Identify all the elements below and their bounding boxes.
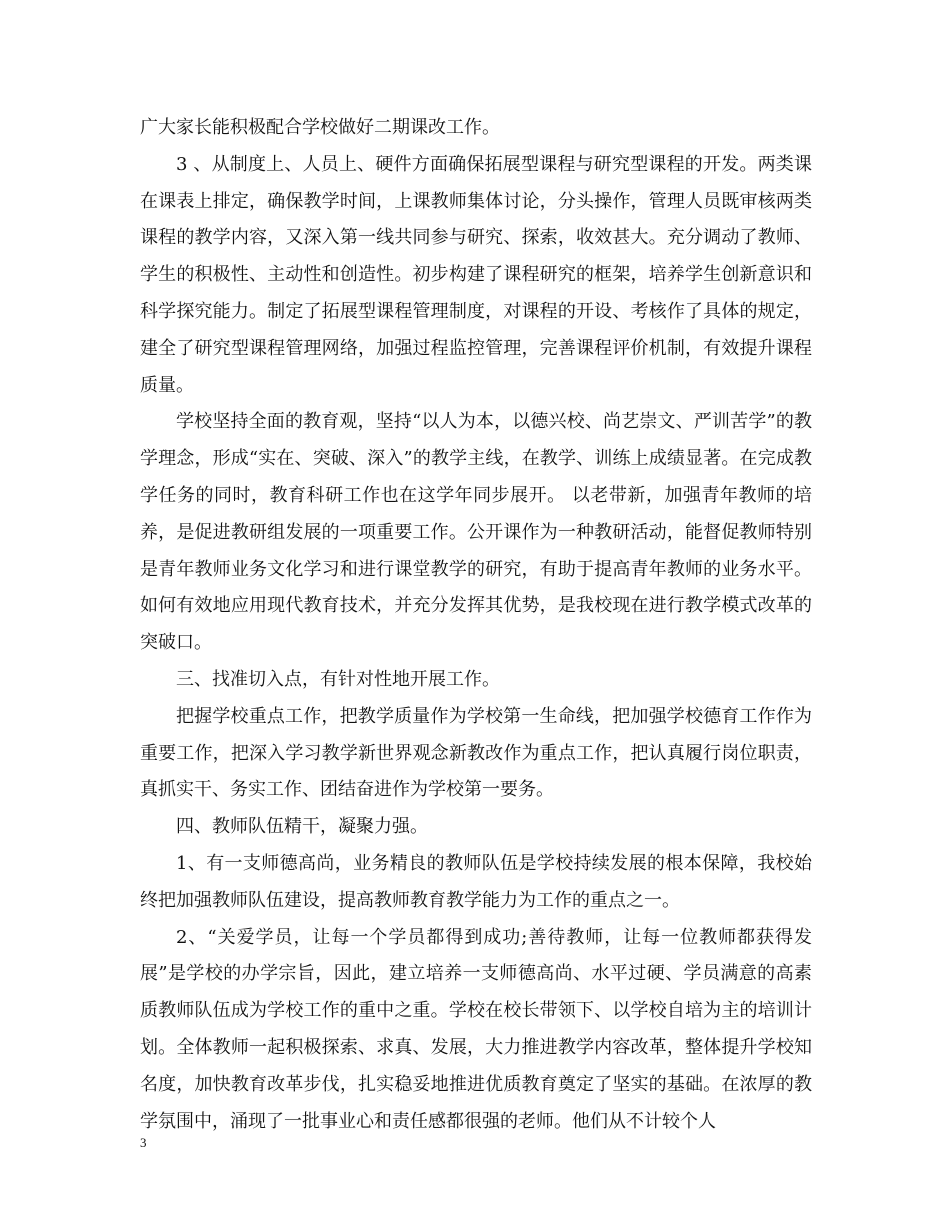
paragraph-item-1: 1、有一支师德高尚，业务精良的教师队伍是学校持续发展的根本保障，我校始终把加强教师队伍建设，提高教师教育教学能力为工作的重点之一。 [140, 852, 812, 911]
paragraph-key-work: 把握学校重点工作，把教学质量作为学校第一生命线，把加强学校德育工作作为重要工作，把深入学习教学新世界观念新教改作为重点工作，把认真履行岗位职责，真抓实干、务实工作、团结奋进作为学校第一要务。 [140, 705, 812, 801]
document-body [140, 110, 812, 1140]
section-heading-four: 四、教师队伍精干，凝聚力强。 [176, 816, 428, 838]
paragraph-item-3: 3 、从制度上、人员上、硬件方面确保拓展型课程与研究型课程的开发。两类课在课表上排定，确保教学时间，上课教师集体讨论，分头操作，管理人员既审核两类课程的教学内容，又深入第一线共同参与研究、探索，收效甚大。充分调动了教师、学生的积极性、主动性和创造性。初步构建了课程研究的框架，培养学生创新意识和科学探究能力。制定了拓展型课程管理制度，对课程的开设、考核作了具体的规定，建全了研究型课程管理网络，加强过程监控管理，完善课程评价机制，有效提升课程质量。 [140, 153, 812, 396]
paragraph-item-2: 2、“关爱学员，让每一个学员都得到成功;善待教师，让每一位教师都获得发展”是学校的办学宗旨，因此，建立培养一支师德高尚、水平过硬、学员满意的高素质教师队伍成为学校工作的重中之重。学校在校长带领下、以学校自培为主的培训计划。全体教师一起积极探索、求真、发展，大力推进教学内容改革，整体提升学校知名度，加快教育改革步伐，扎实稳妥地推进优质教育奠定了坚实的基础。在浓厚的教学氛围中，涌现了一批事业心和责任感都很强的老师。他们从不计较个人 [140, 926, 812, 1132]
paragraph-teaching-philosophy: 学校坚持全面的教育观，坚持“以人为本，以德兴校、尚艺崇文、严训苦学”的教学理念，形成“实在、突破、深入”的教学主线，在教学、训练上成绩显著。在完成教学任务的同时，教育科研工作也在这学年同步展开。 以老带新，加强青年教师的培养，是促进教研组发展的一项重要工作。公开课作为一种教研活动，能督促教师特别是青年教师业务文化学习和进行课堂教学的研究，有助于提高青年教师的业务水平。如何有效地应用现代教育技术，并充分发挥其优势，是我校现在进行教学模式改革的突破口。 [140, 411, 812, 654]
section-heading-three: 三、找准切入点，有针对性地开展工作。 [176, 668, 500, 690]
page-number: 3 [140, 1135, 147, 1150]
paragraph-continuation: 广大家长能积极配合学校做好二期课改工作。 [140, 117, 500, 138]
